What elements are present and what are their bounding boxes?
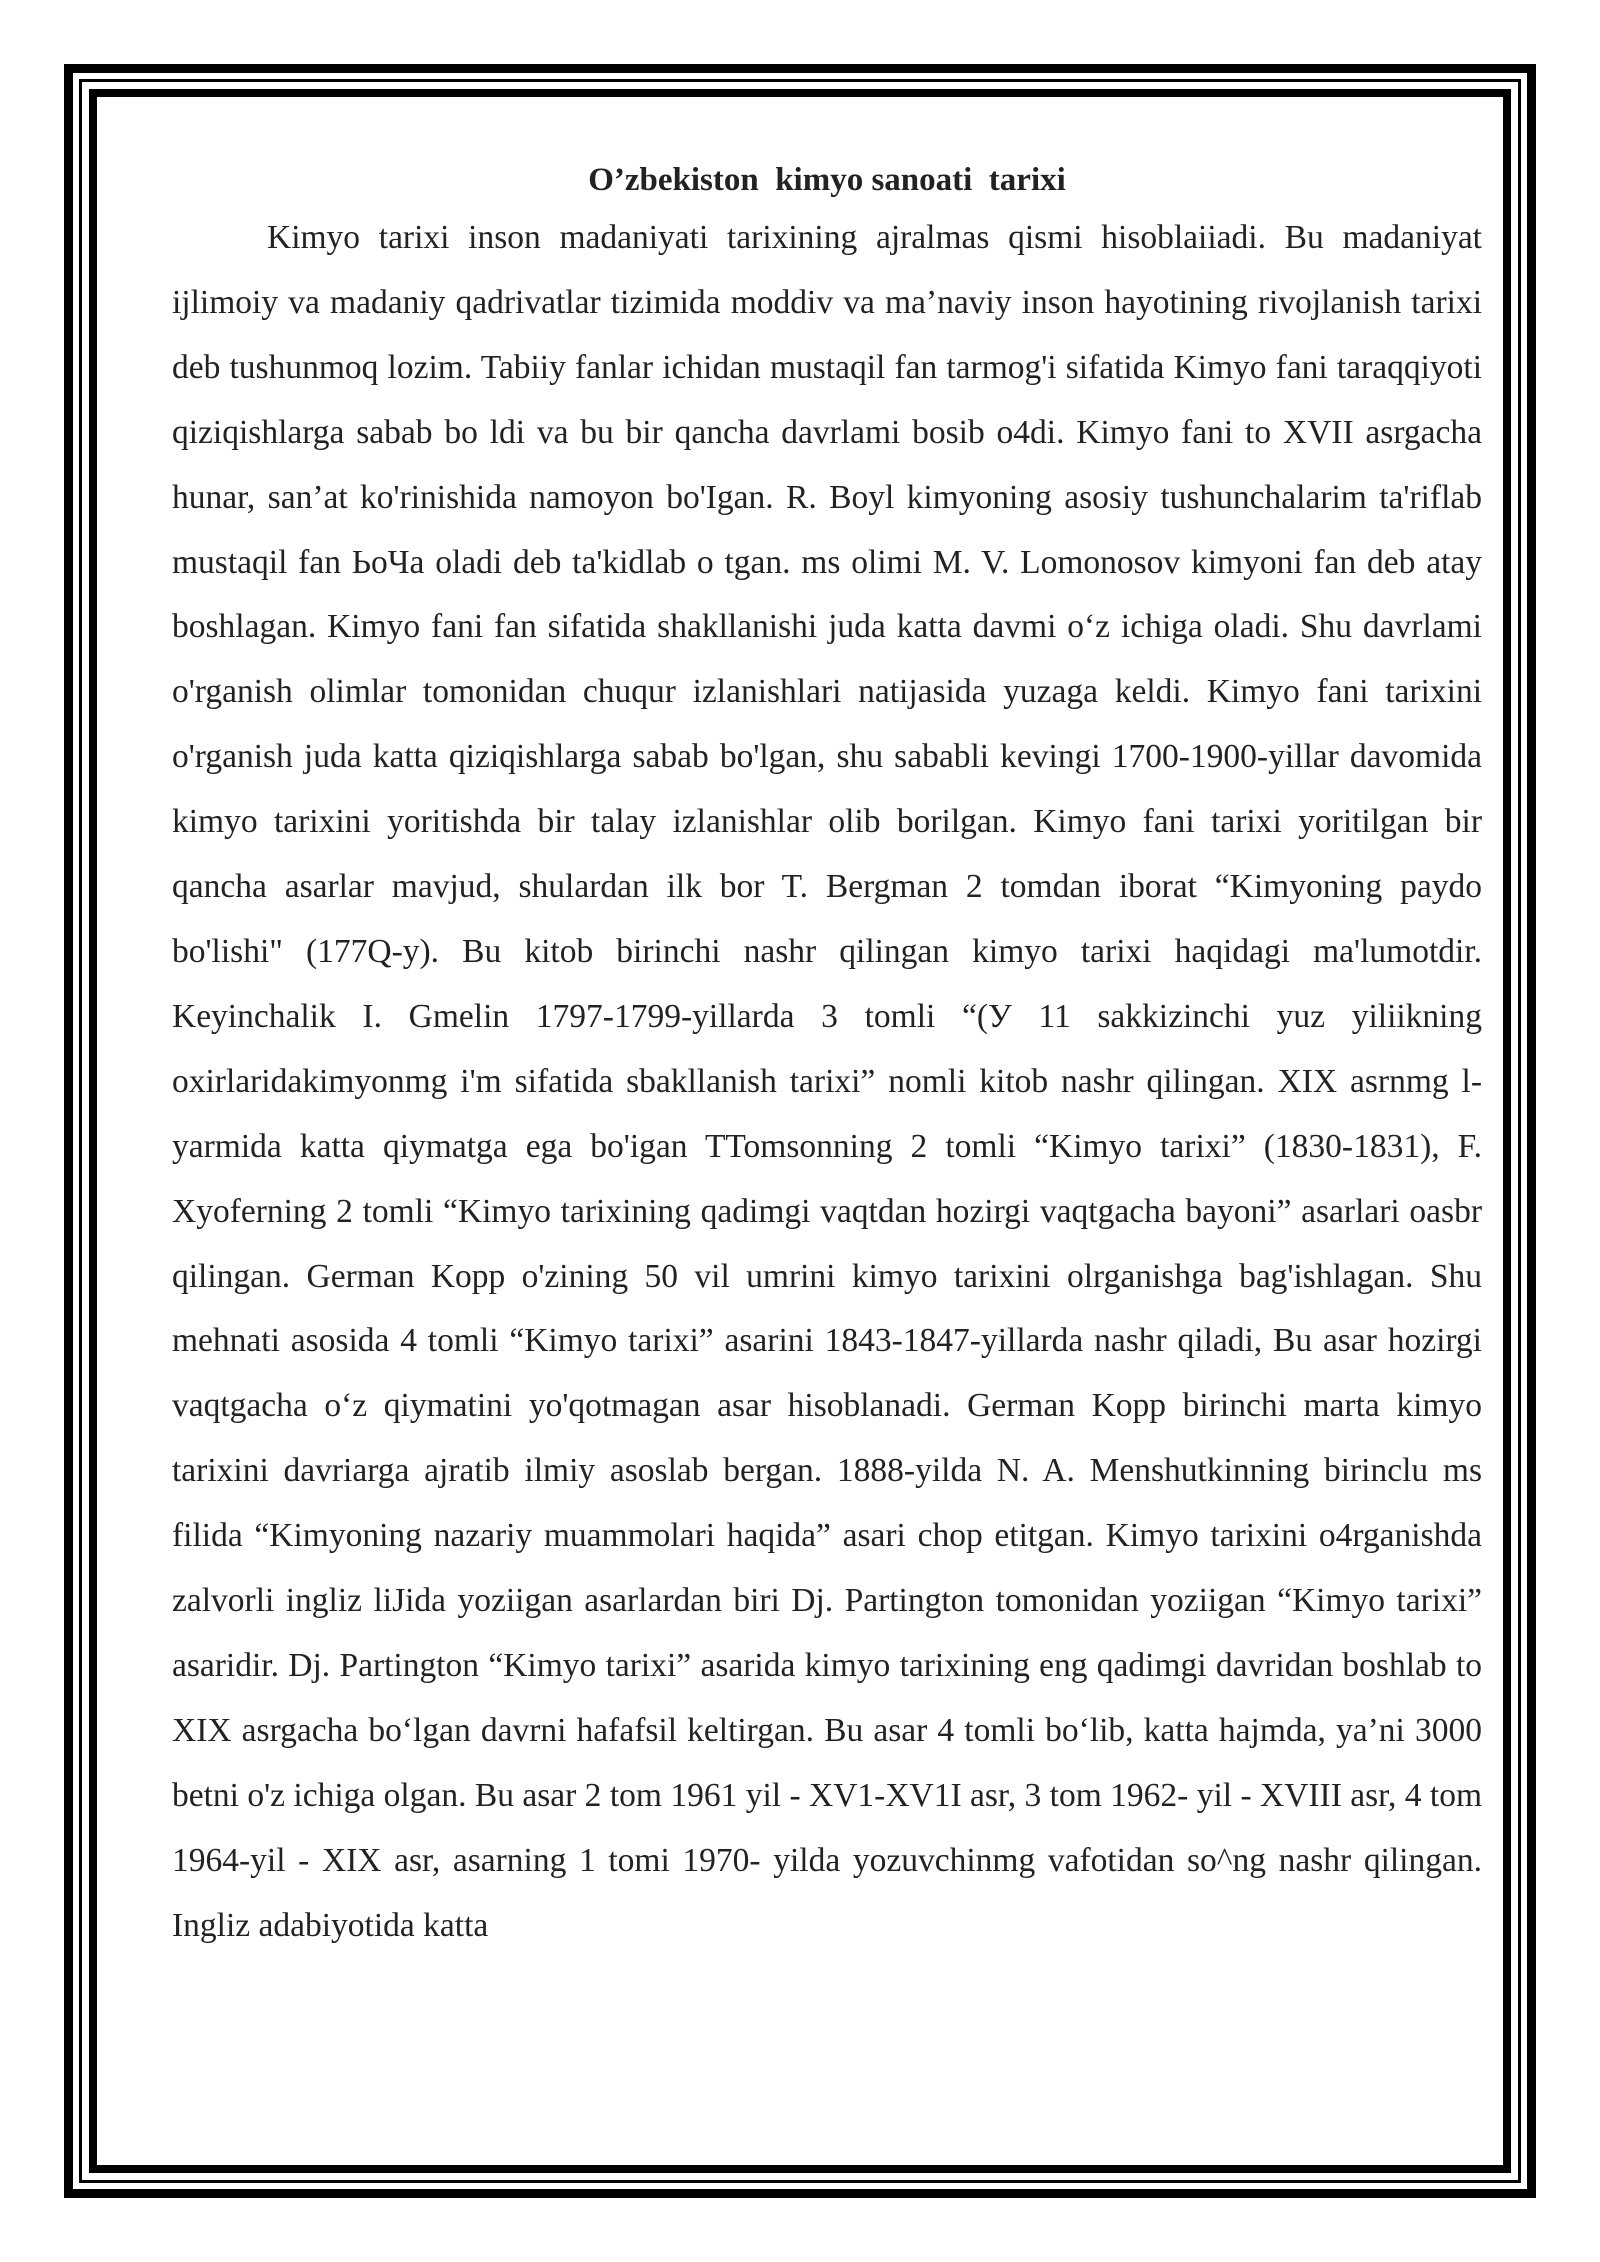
document-title: O’zbekiston kimyo sanoati tarixi [588,162,1066,198]
document-body-paragraph: Kimyo tarixi inson madaniyati tarixining ajralmas qismi hisoblaiiadi. Bu madaniyat ijlimoiy va madaniy qadrivatlar tizimida moddiv va ma’naviy inson hayotining rivojlanish tarixi deb tushunmoq lozim. Tabiiy fanlar ichidan mustaqil fan tarmog'i sifatida Kimyo fani taraqqiyoti qiziqishlarga sabab bo ldi va bu bir qancha davrlami bosib o4di. Kimyo fani to XVII asrgacha hunar, san’at ko'rinishida namoyon bo'Igan. R. Boyl kimyoning asosiy tushunchalarim ta'riflab mustaqil fan ЬоЧа oladi deb ta'kidlab o tgan. ms olimi M. V. Lomonosov kimyoni fan deb atay boshlagan. Kimyo fani fan sifatida shakllanishi juda katta davmi o‘z ichiga oladi. Shu davrlami o'rganish olimlar tomonidan chuqur izlanishlari natijasida yuzaga keldi. Kimyo fani tarixini o'rganish juda katta qiziqishlarga sabab bo'lgan, shu sababli kevingi 1700-1900-yillar davomida kimyo tarixini yoritishda bir talay izlanishlar olib borilgan. Kimyo fani tarixi yoritilgan bir qancha asarlar mavjud, shulardan ilk bor T. Bergman 2 tomdan iborat “Kimyoning paydo bo'lishi" (177Q-y). Bu kitob birinchi nashr qilingan kimyo tarixi haqidagi ma'lumotdir. Keyinchalik I. Gmelin 1797-1799-yillarda 3 tomli “(У 11 sakkizinchi yuz yiliikning oxirlaridakimyonmg i'm sifatida sbakllanish tarixi” nomli kitob nashr qilingan. XIX asrnmg l-yarmida katta qiymatga ega bo'igan TTomsonning 2 tomli “Kimyo tarixi” (1830-1831), F. Xyoferning 2 tomli “Kimyo tarixining qadimgi vaqtdan hozirgi vaqtgacha bayoni” asarlari oasbr qilingan. German Kopp o'zining 50 vil umrini kimyo tarixini olrganishga bag'ishlagan. Shu mehnati asosida 4 tomli “Kimyo tarixi” asarini 1843-1847-yillarda nashr qiladi, Bu asar hozirgi vaqtgacha o‘z qiymatini yo'qotmagan asar hisoblanadi. German Kopp birinchi marta kimyo tarixini davriarga ajratib ilmiy asoslab bergan. 1888-yilda N. A. Menshutkinning birinclu ms filida “Kimyoning nazariy muammolari haqida” asari chop etitgan. Kimyo tarixini o4rganishda zalvorli ingliz liJida yoziigan asarlardan biri Dj. Partington tomonidan yoziigan “Kimyo tarixi” asaridir. Dj. Partington “Kimyo tarixi” asarida kimyo tarixining eng qadimgi davridan boshlab to XIX asrgacha bo‘lgan davrni hafafsil keltirgan. Bu asar 4 tomli bo‘lib, katta hajmda, ya’ni 3000 betni o'z ichiga olgan. Bu asar 2 tom 1961 yil - XV1-XV1I asr, 3 tom 1962- yil - XVIII asr, 4 tom 1964-yil - XIX asr, asarning 1 tomi 1970- yilda yozuvchinmg vafotidan so^ng nashr qilingan. Ingliz adabiyotida katta [172,219,1482,1944]
document-content [172,160,1482,1958]
